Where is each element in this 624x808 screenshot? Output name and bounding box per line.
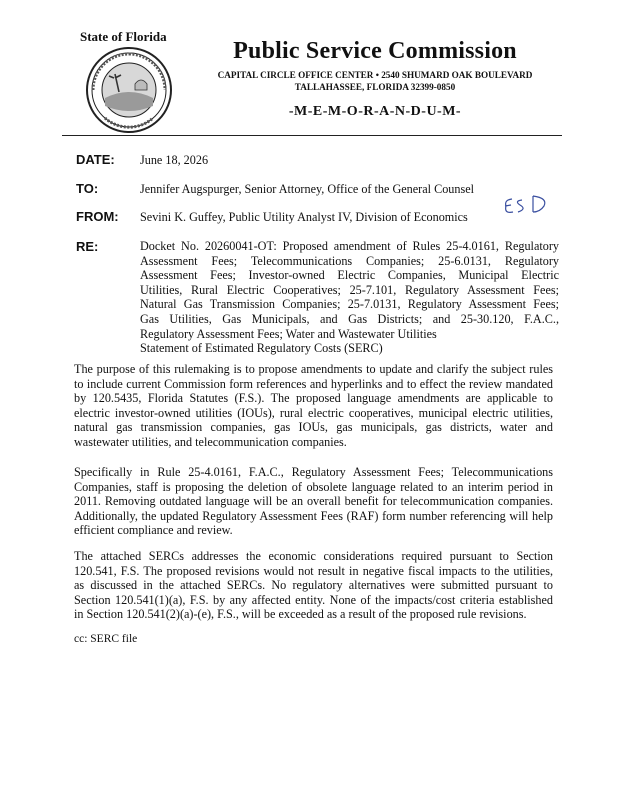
re-line: Natural Gas Transmission Companies; 25-7.0131, Regulatory Assessment Fees;: [140, 297, 559, 312]
address-line-1: CAPITAL CIRCLE OFFICE CENTER • 2540 SHUMARD OAK BOULEVARD: [217, 70, 533, 80]
paragraph-line: electric investor-owned utilities (IOUs), rural electric cooperatives, municipal electric utilities,: [74, 405, 553, 420]
state-of-florida-label: State of Florida: [80, 29, 167, 44]
paragraph-line: The attached SERCs addresses the economic considerations required pursuant to Section: [74, 549, 553, 563]
state-seal-icon: [85, 46, 173, 134]
to-value: Jennifer Augspurger, Senior Attorney, Office of the General Counsel: [140, 182, 475, 196]
paragraph-line: as discussed in the attached SERCs. No regulatory alternatives were submitted pursuant to: [74, 578, 553, 593]
paragraph-line: 120.541, F.S. The proposed revisions would not result in negative fiscal impacts to the utilities,: [74, 563, 553, 578]
paragraph-line: 2011. Removing outdated language will be an overall benefit for telecommunication companies.: [74, 494, 553, 509]
paragraph-line: wastewater utilities, and telecommunication companies.: [74, 434, 347, 449]
re-subject: [140, 239, 559, 356]
date-value: June 18, 2026: [140, 153, 209, 167]
paragraph-line: Specifically in Rule 25-4.0161, F.A.C., Regulatory Assessment Fees; Telecommunications: [74, 465, 553, 479]
re-label: RE:: [76, 239, 99, 254]
paragraph-line: Section 120.541(1)(a), F.S. by any affected entity. None of the impacts/cost criteria established: [74, 592, 553, 607]
re-line: Regulatory Assessment Fees; Water and Wastewater Utilities: [140, 326, 437, 341]
paragraph-line: natural gas transmission companies, gas IOUs, gas municipals, gas districts, water and: [74, 420, 553, 435]
cc-line: cc: SERC file: [74, 633, 138, 645]
paragraph-line: in Section 120.541(2)(a)-(e), F.S., will be exceeded as a result of the proposed rule revisions.: [74, 607, 527, 622]
paragraph-line: by 120.5435, Florida Statutes (F.S.). The proposed language amendments are applicable to: [74, 391, 553, 406]
to-label: TO:: [76, 181, 99, 196]
from-value: Sevini K. Guffey, Public Utility Analyst IV, Division of Economics: [140, 210, 468, 224]
re-line: Gas Utilities, Gas Municipals, and Gas Districts; and 25-30.120, F.A.C.,: [140, 311, 559, 326]
address-line-2: TALLAHASSEE, FLORIDA 32399-0850: [294, 82, 456, 92]
re-line: Statement of Estimated Regulatory Costs (SERC): [140, 341, 383, 356]
re-line: Assessment Fees; Investor-owned Electric Companies, Municipal Electric: [140, 268, 559, 283]
re-line: Utilities, Rural Electric Cooperatives; 25-7.101, Regulatory Assessment Fees;: [140, 282, 559, 297]
from-label: FROM:: [76, 209, 119, 224]
re-line: Docket No. 20260041-OT: Proposed amendment of Rules 25-4.0161, Regulatory: [140, 239, 559, 253]
header-divider: [62, 135, 562, 136]
paragraph-line: efficient compliance and review.: [74, 523, 233, 538]
agency-name: Public Service Commission: [233, 38, 517, 64]
paragraph-line: to include current Commission form references and hyperlinks and to effect the review mandated: [74, 376, 553, 391]
paragraph-serc: [74, 549, 553, 622]
paragraph-purpose: [74, 362, 553, 450]
paragraph-rule-specifics: [74, 465, 553, 538]
re-line: Assessment Fees; Telecommunications Companies; 25-6.0131, Regulatory: [140, 253, 559, 268]
paragraph-line: Companies, staff is proposing the deletion of obsolete language related to an interim period in: [74, 479, 553, 494]
handwritten-initials-signature: [500, 190, 558, 220]
paragraph-line: The purpose of this rulemaking is to propose amendments to update and clarify the subject rules: [74, 362, 553, 376]
date-label: DATE:: [76, 152, 115, 167]
paragraph-line: Additionally, the updated Regulatory Assessment Fees (RAF) form number referencing will help: [74, 508, 553, 523]
memorandum-title: -M-E-M-O-R-A-N-D-U-M-: [288, 104, 462, 119]
